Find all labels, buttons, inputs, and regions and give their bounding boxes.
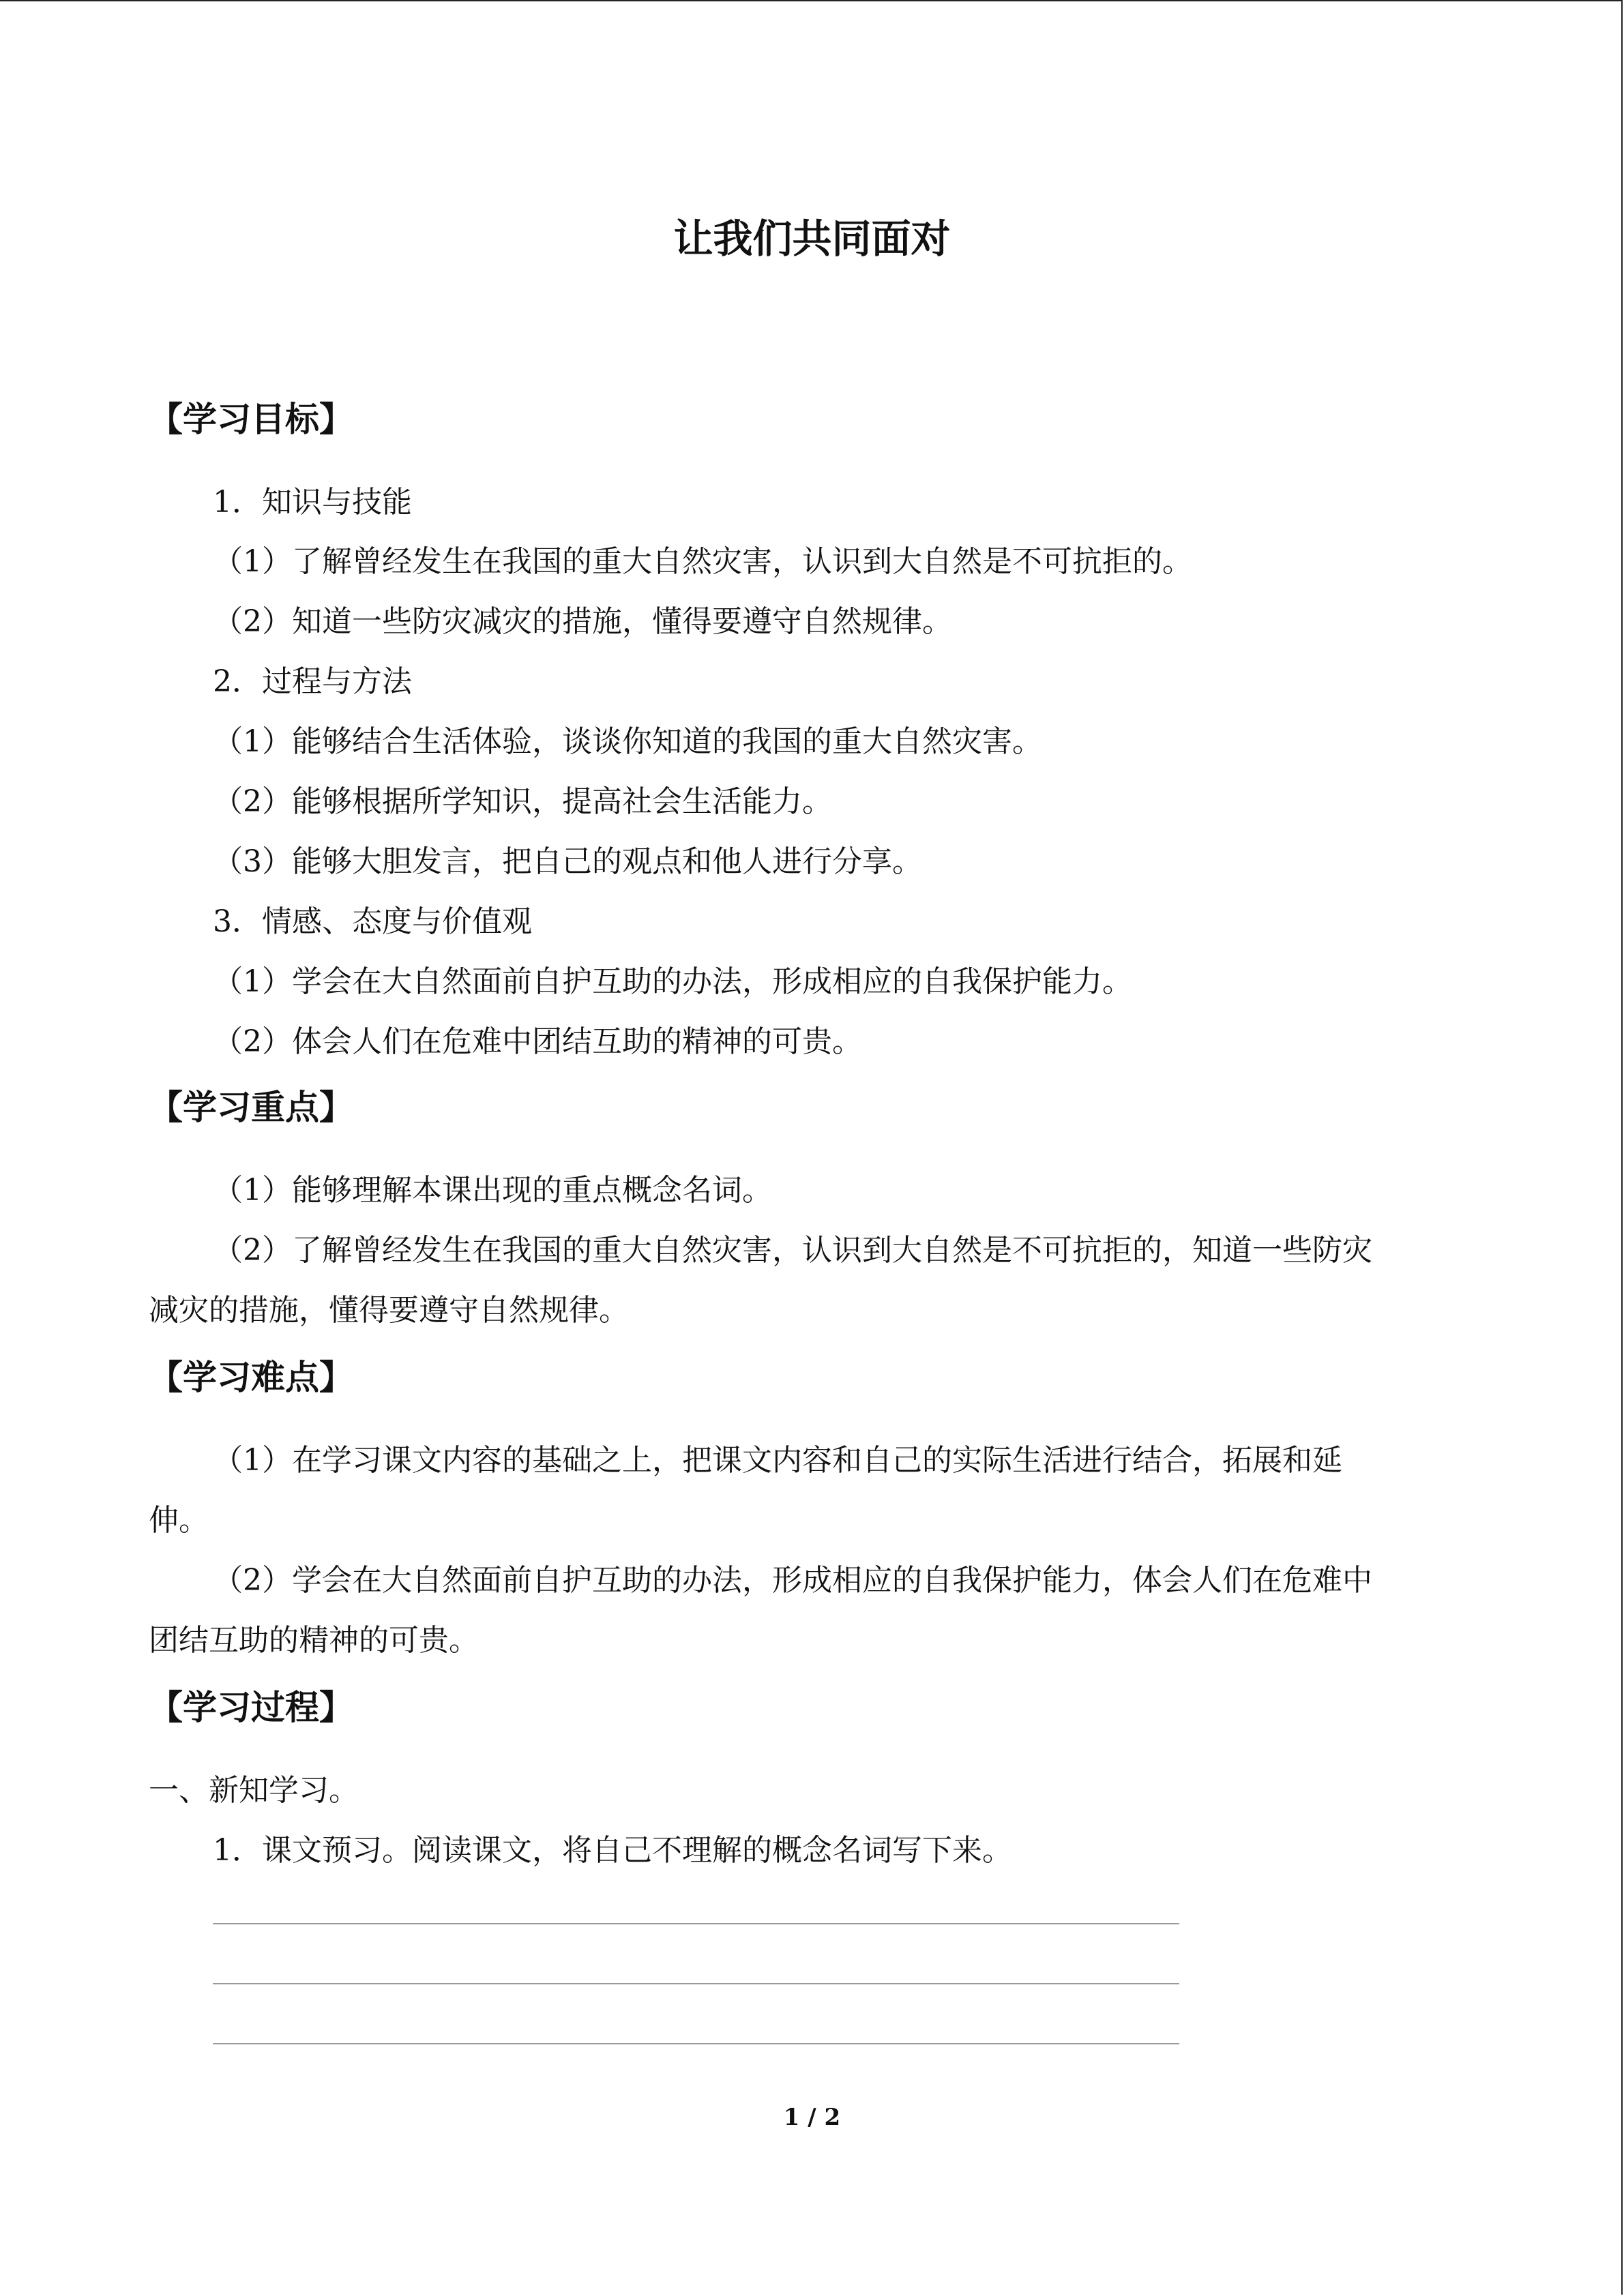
document-title: 让我们共同面对 [673, 215, 951, 262]
section-heading-process: 【学习过程】 [149, 1688, 353, 1727]
objective-line: （2）知道一些防灾减灾的措施，懂得要遵守自然规律。 [213, 604, 952, 639]
process-task: 1．课文预习。阅读课文，将自己不理解的概念名词写下来。 [213, 1833, 1012, 1868]
key-point-paragraph: （2）了解曾经发生在我国的重大自然灾害，认识到大自然是不可抗拒的，知道一些防灾 [213, 1233, 1372, 1268]
answer-blank-line[interactable] [213, 1923, 1179, 1924]
answer-blank-line[interactable] [213, 2043, 1179, 2044]
section-heading-key-points: 【学习重点】 [149, 1088, 353, 1127]
answer-blank-line[interactable] [213, 1983, 1179, 1984]
difficulty-paragraph-continued: 伸。 [149, 1503, 209, 1538]
objective-line: 3．情感、态度与价值观 [213, 904, 532, 939]
objective-line: 2．过程与方法 [213, 664, 412, 699]
objective-line: （2）体会人们在危难中团结互助的精神的可贵。 [213, 1024, 862, 1059]
difficulty-paragraph: （2）学会在大自然面前自护互助的办法，形成相应的自我保护能力，体会人们在危难中 [213, 1563, 1372, 1598]
objective-line: （2）能够根据所学知识，提高社会生活能力。 [213, 784, 832, 819]
section-heading-difficulties: 【学习难点】 [149, 1358, 353, 1397]
difficulty-paragraph: （1）在学习课文内容的基础之上，把课文内容和自己的实际生活进行结合，拓展和延 [213, 1443, 1342, 1478]
section-heading-objectives: 【学习目标】 [149, 400, 353, 439]
key-point-paragraph-continued: 减灾的措施，懂得要遵守自然规律。 [149, 1293, 629, 1328]
objective-line: 1．知识与技能 [213, 485, 412, 520]
page-number: 1 / 2 [783, 2104, 841, 2131]
objective-line: （3）能够大胆发言，把自己的观点和他人进行分享。 [213, 844, 922, 879]
difficulty-paragraph-continued: 团结互助的精神的可贵。 [149, 1623, 479, 1658]
objective-line: （1）了解曾经发生在我国的重大自然灾害，认识到大自然是不可抗拒的。 [213, 544, 1192, 579]
key-point-paragraph: （1）能够理解本课出现的重点概念名词。 [213, 1173, 772, 1208]
objective-line: （1）能够结合生活体验，谈谈你知道的我国的重大自然灾害。 [213, 724, 1042, 759]
process-part-title: 一、新知学习。 [149, 1773, 359, 1808]
objective-line: （1）学会在大自然面前自护互助的办法，形成相应的自我保护能力。 [213, 964, 1132, 999]
